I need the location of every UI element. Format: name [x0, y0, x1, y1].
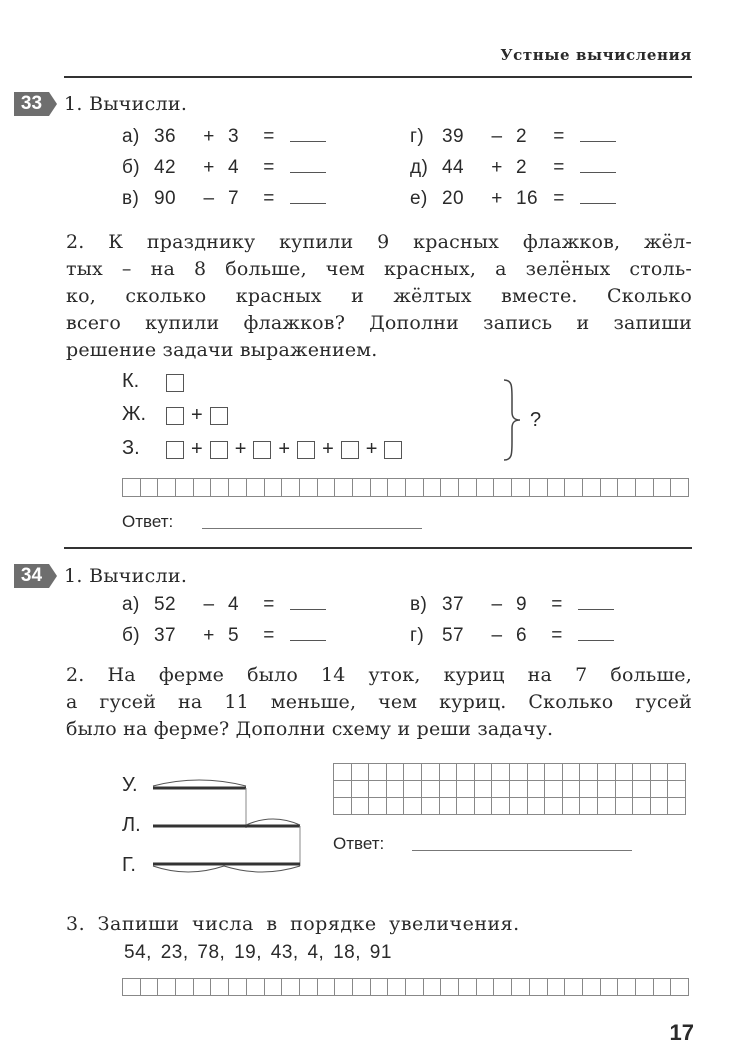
writing-grid[interactable] [122, 978, 689, 996]
grid-cell[interactable] [229, 979, 247, 996]
record-row-zh: Ж. + [122, 403, 228, 427]
grid-cell[interactable] [457, 798, 475, 815]
grid-cell[interactable] [334, 764, 352, 781]
answer-blank[interactable] [580, 189, 616, 204]
grid-cell[interactable] [176, 979, 194, 996]
grid-cell[interactable] [633, 764, 651, 781]
grid-cell[interactable] [580, 781, 598, 798]
answer-box[interactable] [297, 441, 315, 459]
grid-cell[interactable] [616, 798, 634, 815]
grid-cell[interactable] [510, 781, 528, 798]
grid-cell[interactable] [510, 764, 528, 781]
grid-cell[interactable] [492, 798, 510, 815]
segment-scheme-diagram[interactable] [150, 770, 310, 880]
grid-cell[interactable] [494, 979, 512, 996]
grid-cell[interactable] [668, 781, 686, 798]
grid-cell[interactable] [335, 979, 353, 996]
answer-blank[interactable] [290, 626, 326, 641]
grid-cell[interactable] [334, 798, 352, 815]
grid-cell[interactable] [530, 479, 548, 497]
scheme-label-l: Л. [122, 814, 141, 836]
grid-cell[interactable] [583, 479, 601, 497]
grid-cell[interactable] [141, 979, 159, 996]
answer-box[interactable] [166, 441, 184, 459]
grid-cell[interactable] [528, 764, 546, 781]
grid-cell[interactable] [211, 979, 229, 996]
grid-cell[interactable] [229, 479, 247, 497]
grid-cell[interactable] [530, 979, 548, 996]
grid-cell[interactable] [548, 979, 566, 996]
answer-box[interactable] [210, 407, 228, 425]
grid-cell[interactable] [422, 781, 440, 798]
grid-cell[interactable] [492, 781, 510, 798]
exercise-item: д) 44 + 2 = [410, 157, 616, 188]
answer-label: Ответ: [333, 834, 385, 853]
grid-cell[interactable] [618, 979, 636, 996]
grid-cell[interactable] [406, 979, 424, 996]
grid-cell[interactable] [633, 781, 651, 798]
curly-brace-icon [500, 378, 524, 462]
grid-cell[interactable] [565, 479, 583, 497]
grid-cell[interactable] [598, 798, 616, 815]
grid-cell[interactable] [654, 979, 672, 996]
writing-grid[interactable] [333, 763, 686, 815]
exercise-item: б) 37 + 5 = [122, 625, 326, 656]
grid-cell[interactable] [618, 479, 636, 497]
task-text-line: было на ферме? Дополни схему и реши задачу. [66, 718, 554, 740]
grid-cell[interactable] [528, 798, 546, 815]
task-text-line: решение задачи выражением. [66, 339, 378, 361]
grid-cell[interactable] [441, 979, 459, 996]
grid-cell[interactable] [512, 979, 530, 996]
section-rule [64, 547, 692, 549]
grid-cell[interactable] [387, 781, 405, 798]
answer-box[interactable] [253, 441, 271, 459]
question-mark: ? [530, 409, 542, 431]
grid-cell[interactable] [318, 479, 336, 497]
exercise-item: в) 37 – 9 = [410, 594, 614, 625]
grid-cell[interactable] [459, 979, 477, 996]
task-text-line: 2. На ферме было 14 уток, куриц на 7 больше, [66, 664, 692, 686]
grid-cell[interactable] [123, 479, 141, 497]
grid-cell[interactable] [492, 764, 510, 781]
grid-cell[interactable] [475, 764, 493, 781]
grid-cell[interactable] [371, 479, 389, 497]
grid-cell[interactable] [353, 979, 371, 996]
grid-cell[interactable] [510, 798, 528, 815]
grid-cell[interactable] [580, 764, 598, 781]
grid-cell[interactable] [424, 479, 442, 497]
grid-cell[interactable] [494, 479, 512, 497]
answer-box[interactable] [210, 441, 228, 459]
grid-cell[interactable] [334, 781, 352, 798]
numbers-list: 54, 23, 78, 19, 43, 4, 18, 91 [124, 942, 392, 963]
task-text-line: всего купили флажков? Дополни запись и запиши [66, 312, 692, 334]
answer-label: Ответ: [122, 512, 174, 531]
grid-cell[interactable] [477, 479, 495, 497]
grid-cell[interactable] [422, 798, 440, 815]
grid-cell[interactable] [318, 979, 336, 996]
grid-cell[interactable] [282, 479, 300, 497]
grid-cell[interactable] [651, 781, 669, 798]
grid-cell[interactable] [194, 979, 212, 996]
exercise-column-right [410, 594, 614, 656]
grid-cell[interactable] [528, 781, 546, 798]
answer-blank[interactable] [290, 158, 326, 173]
grid-cell[interactable] [387, 798, 405, 815]
grid-cell[interactable] [580, 798, 598, 815]
grid-cell[interactable] [601, 479, 619, 497]
exercise-item: г) 57 – 6 = [410, 625, 614, 656]
exercise-item: г) 39 – 2 = [410, 126, 616, 157]
task-title: 1. Вычисли. [64, 565, 188, 587]
grid-cell[interactable] [457, 764, 475, 781]
grid-cell[interactable] [668, 798, 686, 815]
grid-cell[interactable] [282, 979, 300, 996]
grid-cell[interactable] [441, 479, 459, 497]
grid-cell[interactable] [265, 479, 283, 497]
grid-cell[interactable] [352, 764, 370, 781]
grid-cell[interactable] [404, 764, 422, 781]
exercise-column-right [410, 126, 616, 219]
grid-cell[interactable] [457, 781, 475, 798]
grid-cell[interactable] [352, 798, 370, 815]
grid-cell[interactable] [545, 798, 563, 815]
grid-cell[interactable] [601, 979, 619, 996]
exercise-item: е) 20 + 16 = [410, 188, 616, 219]
grid-cell[interactable] [636, 479, 654, 497]
task-title: 3. Запиши числа в порядке увеличения. [66, 913, 520, 935]
grid-cell[interactable] [300, 979, 318, 996]
grid-cell[interactable] [388, 479, 406, 497]
grid-cell[interactable] [424, 979, 442, 996]
grid-cell[interactable] [369, 798, 387, 815]
grid-cell[interactable] [440, 798, 458, 815]
grid-cell[interactable] [633, 798, 651, 815]
page-number: 17 [669, 1020, 694, 1045]
grid-cell[interactable] [583, 979, 601, 996]
grid-cell[interactable] [671, 979, 689, 996]
grid-cell[interactable] [158, 479, 176, 497]
grid-cell[interactable] [422, 764, 440, 781]
writing-grid[interactable] [122, 478, 689, 497]
exercise-item: а) 36 + 3 = [122, 126, 326, 157]
grid-cell[interactable] [563, 798, 581, 815]
answer-box[interactable] [166, 374, 184, 392]
grid-cell[interactable] [668, 764, 686, 781]
grid-cell[interactable] [369, 764, 387, 781]
grid-cell[interactable] [563, 781, 581, 798]
lesson-badge-34: 34 [14, 564, 49, 588]
grid-cell[interactable] [406, 479, 424, 497]
grid-cell[interactable] [563, 764, 581, 781]
exercise-column-left [122, 594, 326, 656]
exercise-column-left [122, 126, 326, 219]
grid-cell[interactable] [440, 781, 458, 798]
grid-cell[interactable] [247, 479, 265, 497]
record-row-z: З. + + + + + [122, 437, 402, 461]
grid-cell[interactable] [565, 979, 583, 996]
grid-cell[interactable] [651, 798, 669, 815]
grid-cell[interactable] [141, 479, 159, 497]
grid-cell[interactable] [545, 781, 563, 798]
answer-blank[interactable] [580, 127, 616, 142]
lesson-badge-33: 33 [14, 92, 49, 116]
answer-blank[interactable] [290, 595, 326, 610]
answer-blank[interactable] [290, 189, 326, 204]
header-rule [64, 76, 692, 78]
task-text-line: а гусей на 11 меньше, чем куриц. Сколько гусей [66, 691, 692, 713]
grid-cell[interactable] [247, 979, 265, 996]
answer-blank[interactable] [290, 127, 326, 142]
grid-cell[interactable] [371, 979, 389, 996]
answer-line[interactable] [412, 850, 632, 851]
badge-arrow-icon [49, 564, 57, 588]
grid-cell[interactable] [654, 479, 672, 497]
task-title: 1. Вычисли. [64, 93, 188, 115]
grid-cell[interactable] [352, 781, 370, 798]
task-text-line: тых – на 8 больше, чем красных, а зелёных столь- [66, 258, 692, 280]
section-title: Устные вычисления [500, 46, 692, 64]
grid-cell[interactable] [477, 979, 495, 996]
grid-cell[interactable] [211, 479, 229, 497]
grid-cell[interactable] [616, 781, 634, 798]
task-text [66, 229, 692, 364]
grid-cell[interactable] [388, 979, 406, 996]
grid-cell[interactable] [300, 479, 318, 497]
grid-cell[interactable] [387, 764, 405, 781]
grid-cell[interactable] [651, 764, 669, 781]
exercise-item: б) 42 + 4 = [122, 157, 326, 188]
grid-cell[interactable] [459, 479, 477, 497]
answer-blank[interactable] [578, 595, 614, 610]
task-text-line: 2. К празднику купили 9 красных флажков, жёл- [66, 231, 692, 253]
grid-cell[interactable] [369, 781, 387, 798]
task-text [66, 662, 692, 743]
exercise-item: в) 90 – 7 = [122, 188, 326, 219]
grid-cell[interactable] [265, 979, 283, 996]
grid-cell[interactable] [475, 798, 493, 815]
grid-cell[interactable] [176, 479, 194, 497]
exercise-item: а) 52 – 4 = [122, 594, 326, 625]
grid-cell[interactable] [671, 479, 689, 497]
answer-box[interactable] [384, 441, 402, 459]
grid-cell[interactable] [475, 781, 493, 798]
scheme-label-g: Г. [122, 854, 136, 876]
grid-cell[interactable] [404, 781, 422, 798]
grid-cell[interactable] [158, 979, 176, 996]
grid-cell[interactable] [353, 479, 371, 497]
task-text-line: ко, сколько красных и жёлтых вместе. Сколько [66, 285, 692, 307]
grid-cell[interactable] [545, 764, 563, 781]
grid-cell[interactable] [440, 764, 458, 781]
record-row-k: К. [122, 370, 184, 393]
grid-cell[interactable] [636, 979, 654, 996]
scheme-label-u: У. [122, 774, 138, 796]
badge-arrow-icon [49, 92, 57, 116]
grid-cell[interactable] [123, 979, 141, 996]
grid-cell[interactable] [616, 764, 634, 781]
grid-cell[interactable] [548, 479, 566, 497]
answer-box[interactable] [341, 441, 359, 459]
answer-box[interactable] [166, 407, 184, 425]
answer-line[interactable] [202, 528, 422, 529]
answer-blank[interactable] [580, 158, 616, 173]
answer-blank[interactable] [578, 626, 614, 641]
grid-cell[interactable] [598, 781, 616, 798]
grid-cell[interactable] [194, 479, 212, 497]
grid-cell[interactable] [512, 479, 530, 497]
grid-cell[interactable] [335, 479, 353, 497]
grid-cell[interactable] [598, 764, 616, 781]
grid-cell[interactable] [404, 798, 422, 815]
